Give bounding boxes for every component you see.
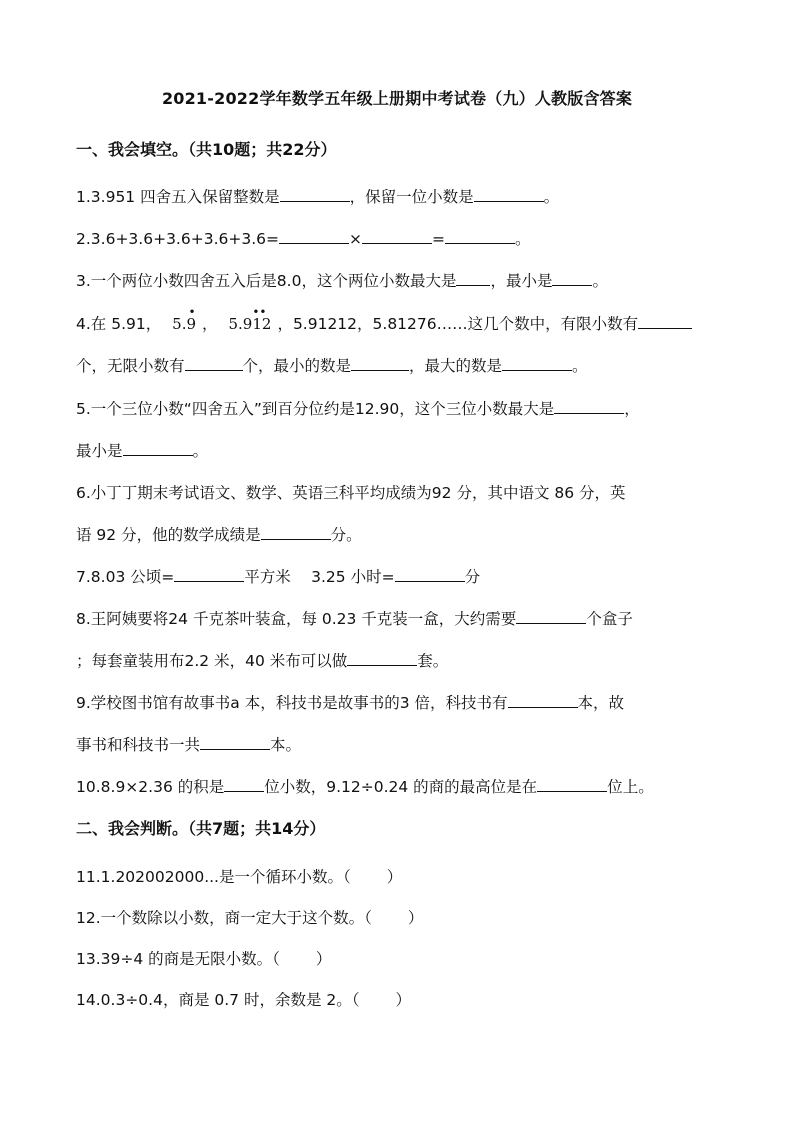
q1-text-b: ，保留一位小数是 — [349, 188, 474, 206]
question-6 — [76, 482, 626, 504]
question-14 — [76, 989, 411, 1011]
question-1 — [76, 186, 559, 208]
question-4 — [76, 305, 692, 335]
question-10 — [76, 776, 654, 798]
answer-blank[interactable] — [395, 566, 465, 582]
q8-text-a: 8.王阿姨要将24 千克茶叶装盒，每 0.23 千克装一盒，大约需要 — [76, 610, 517, 628]
q2-text-d: 。 — [514, 230, 531, 248]
answer-blank[interactable] — [261, 524, 331, 540]
answer-blank[interactable] — [279, 228, 349, 244]
answer-blank[interactable] — [174, 566, 244, 582]
q5-text-b: ， — [624, 400, 640, 418]
answer-blank[interactable] — [351, 355, 409, 371]
question-7 — [76, 566, 480, 588]
answer-blank[interactable] — [552, 270, 592, 286]
q4-text-e: ，最大的数是 — [409, 357, 503, 375]
repeating-decimal: 5. • 9 — [172, 305, 197, 333]
q9-text-b: 本，故 — [577, 694, 625, 712]
q9-text-d: 本。 — [270, 736, 302, 754]
q6-text-a: 6.小丁丁期末考试语文、数学、英语三科平均成绩为92 分，其中语文 86 分，英 — [76, 484, 626, 502]
question-6-cont — [76, 524, 362, 546]
q14-text-a: 14.0.3÷0.4，商是 0.7 时，余数是 2。（ — [76, 991, 360, 1009]
answer-blank[interactable] — [445, 228, 515, 244]
q2-times: × — [348, 230, 362, 248]
answer-blank[interactable] — [456, 270, 490, 286]
q6-text-c: 分。 — [330, 526, 362, 544]
answer-blank[interactable] — [508, 692, 578, 708]
q14-text-b: ） — [395, 991, 411, 1009]
q1-text-a: 1.3.951 四舍五入保留整数是 — [76, 188, 280, 206]
section-heading-fill-in: 一、我会填空。（共10题；共22分） — [76, 140, 337, 159]
q10-text-b: 位小数，9.12÷0.24 的商的最高位是在 — [264, 778, 538, 796]
q5-text-c: 最小是 — [76, 442, 123, 460]
q10-text-a: 10.8.9×2.36 的积是 — [76, 778, 225, 796]
answer-blank[interactable] — [224, 776, 264, 792]
q4-sep: ， — [202, 315, 218, 333]
q10-text-c: 位上。 — [607, 778, 654, 796]
question-5 — [76, 398, 640, 420]
question-8 — [76, 608, 633, 630]
q12-text-b: ） — [407, 909, 424, 927]
question-2 — [76, 228, 531, 250]
question-9-cont — [76, 734, 301, 756]
answer-blank[interactable] — [347, 650, 417, 666]
q9-text-a: 9.学校图书馆有故事书a 本，科技书是故事书的3 倍，科技书有 — [76, 694, 508, 712]
question-11 — [76, 866, 402, 888]
answer-blank[interactable] — [200, 734, 270, 750]
q1-text-c: 。 — [543, 188, 560, 206]
q4-text-d: 个，最小的数是 — [242, 357, 352, 375]
repeating-decimal: 5.9 •• 12 — [228, 305, 272, 333]
repeat-dot: • — [188, 305, 196, 319]
answer-blank[interactable] — [516, 608, 586, 624]
answer-blank[interactable] — [280, 186, 350, 202]
q7-text-c: 分 — [464, 568, 481, 586]
q7-text-b: 平方米 3.25 小时= — [244, 568, 395, 586]
q13-text-a: 13.39÷4 的商是无限小数。（ — [76, 950, 280, 968]
answer-blank[interactable] — [554, 398, 624, 414]
section-heading-judge: 二、我会判断。（共7题；共14分） — [76, 819, 326, 838]
q13-text-b: ） — [315, 950, 332, 968]
q9-text-c: 事书和科技书一共 — [76, 736, 201, 754]
question-3 — [76, 270, 608, 292]
repeat-dot: •• — [252, 305, 267, 319]
q4-text-b: ，5.91212，5.81276……这几个数中，有限小数有 — [277, 315, 639, 333]
q12-text-a: 12.一个数除以小数，商一定大于这个数。（ — [76, 909, 372, 927]
answer-blank[interactable] — [537, 776, 607, 792]
q2-text-a: 2.3.6+3.6+3.6+3.6+3.6= — [76, 230, 279, 248]
q11-text-b: ） — [386, 868, 403, 886]
q3-text-a: 3.一个两位小数四舍五入后是8.0，这个两位小数最大是 — [76, 272, 457, 290]
q4-text-a: 4.在 5.91， — [76, 315, 162, 333]
q5-text-d: 。 — [192, 442, 209, 460]
question-9 — [76, 692, 624, 714]
question-5-cont — [76, 440, 208, 462]
question-12 — [76, 907, 423, 929]
q4-text-f: 。 — [572, 357, 588, 375]
answer-blank[interactable] — [362, 228, 432, 244]
q4-text-c: 个，无限小数有 — [76, 357, 185, 375]
answer-blank[interactable] — [502, 355, 572, 371]
question-4-cont — [76, 355, 588, 377]
q3-text-b: ，最小是 — [490, 272, 553, 290]
q8-text-b: 个盒子 — [586, 610, 633, 628]
q7-text-a: 7.8.03 公顷= — [76, 568, 175, 586]
question-8-cont — [76, 650, 448, 672]
answer-blank[interactable] — [185, 355, 243, 371]
q3-text-c: 。 — [592, 272, 608, 290]
answer-blank[interactable] — [474, 186, 544, 202]
q8-text-c: ；每套童装用布2.2 米，40 米布可以做 — [76, 652, 348, 670]
q5-text-a: 5.一个三位小数“四舍五入”到百分位约是12.90，这个三位小数最大是 — [76, 400, 555, 418]
question-13 — [76, 948, 331, 970]
answer-blank[interactable] — [123, 440, 193, 456]
q2-equals: = — [431, 230, 445, 248]
q8-text-d: 套。 — [417, 652, 449, 670]
page-title: 2021-2022学年数学五年级上册期中考试卷（九）人教版含答案 — [161, 89, 633, 108]
q11-text-a: 11.1.202002000...是一个循环小数。（ — [76, 868, 351, 886]
q6-text-b: 语 92 分，他的数学成绩是 — [76, 526, 261, 544]
answer-blank[interactable] — [638, 313, 692, 329]
